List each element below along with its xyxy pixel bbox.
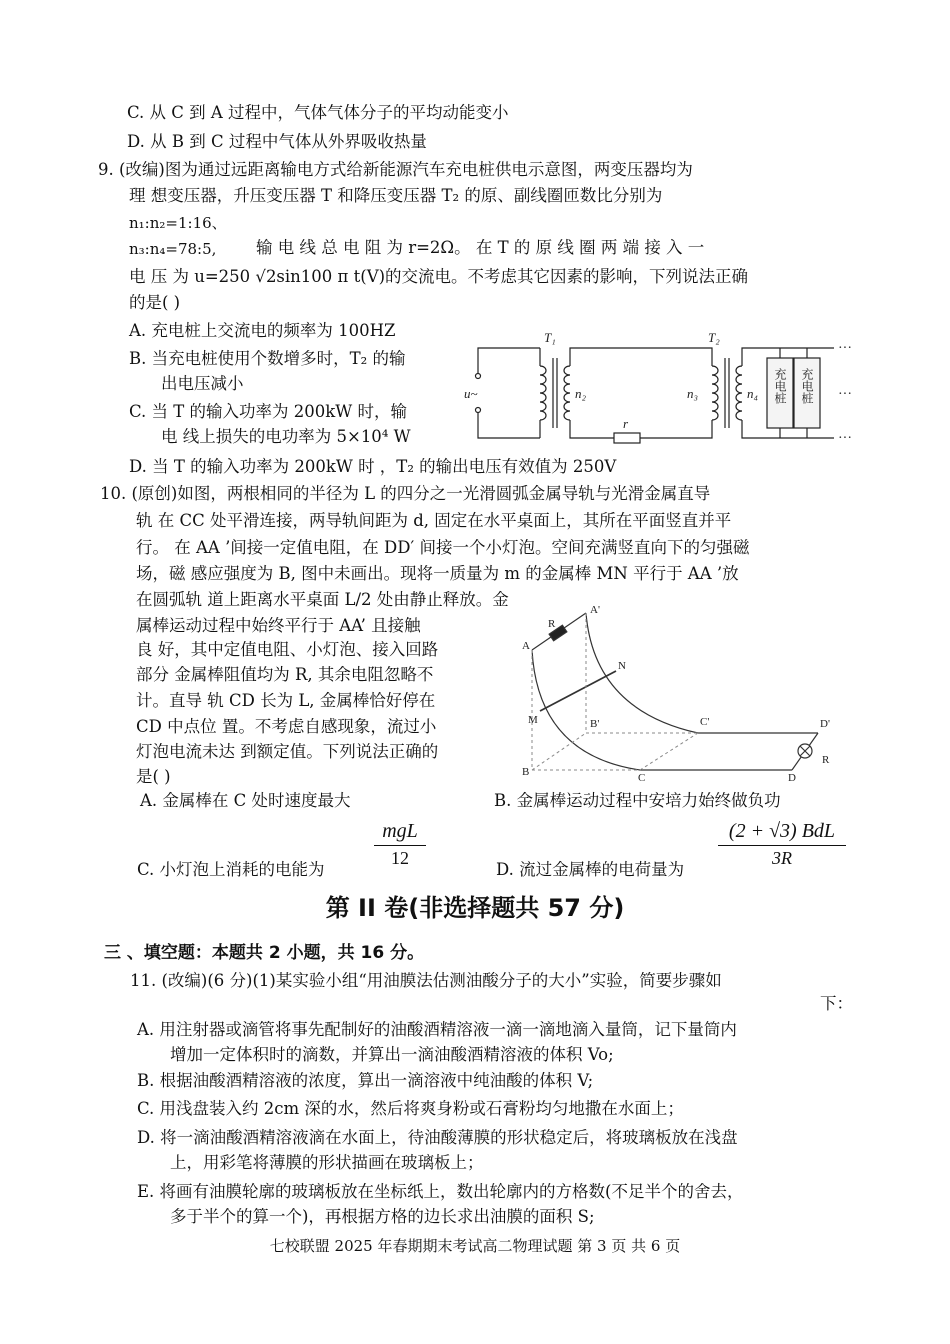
q10-stem-line8: 部分 金属棒阻值均为 R, 其余电阻忽略不 bbox=[136, 665, 434, 684]
label-n2: n₂ bbox=[575, 386, 587, 401]
q8-option-d: D. 从 B 到 C 过程中气体从外界吸收热量 bbox=[127, 132, 427, 151]
pile-1-label: 充电桩 bbox=[773, 368, 787, 404]
q10-option-c-fraction bbox=[374, 820, 426, 869]
q10-stem-line11: 灯泡电流未达 到额定值。下列说法正确的 bbox=[136, 742, 439, 761]
q10-stem-line1: 10. (原创)如图，两根相同的半径为 L 的四分之一光滑圆弧金属导轨与光滑金属直导 bbox=[100, 484, 711, 503]
rail-figure bbox=[520, 605, 850, 785]
q10-option-a: A. 金属棒在 C 处时速度最大 bbox=[140, 791, 351, 810]
q11-stem-line1b: 下： bbox=[820, 994, 853, 1013]
fig-label-b: B bbox=[522, 766, 530, 778]
transmission-circuit-figure bbox=[462, 328, 862, 446]
page-footer: 七校联盟 2025 年春期期末考试高二物理试题 第 3 页 共 6 页 bbox=[269, 1237, 681, 1255]
q9-stem-line4b: 输 电 线 总 电 阻 为 r=2Ω。 在 T 的 原 线 圈 两 端 接 入 一 bbox=[256, 238, 705, 257]
q10-stem-line3: 行。 在 AA ’间接一定值电阻，在 DD′ 间接一个小灯泡。空间充满竖直向下的匀强磁 bbox=[136, 538, 750, 557]
fig-label-resistor: R bbox=[548, 618, 556, 630]
q11-step-b: B. 根据油酸酒精溶液的浓度，算出一滴溶液中纯油酸的体积 V; bbox=[137, 1071, 594, 1090]
dots-mid: ··· bbox=[838, 387, 852, 402]
q10-option-b: B. 金属棒运动过程中安培力始终做负功 bbox=[494, 791, 781, 810]
q11-step-a-line1: A. 用注射器或滴管将事先配制好的油酸酒精溶液一滴一滴地滴入量筒，记下量筒内 bbox=[137, 1020, 737, 1039]
label-n4: n₄ bbox=[747, 386, 759, 401]
q10-option-c: C. 小灯泡上消耗的电能为 bbox=[137, 860, 325, 879]
q11-step-e-line1: E. 将画有油膜轮廓的玻璃板放在坐标纸上，数出轮廓内的方格数(不足半个的舍去， bbox=[137, 1182, 744, 1201]
q11-step-c: C. 用浅盘装入约 2cm 深的水，然后将爽身粉或石膏粉均匀地撒在水面上； bbox=[137, 1099, 684, 1118]
q10-stem-line6: 属棒运动过程中始终平行于 AA’ 且接触 bbox=[136, 616, 421, 635]
q11-step-e-line2: 多于半个的算一个)，再根据方格的边长求出油膜的面积 S; bbox=[170, 1207, 595, 1226]
q10-stem-line4: 场，磁 感应强度为 B, 图中未画出。现将一质量为 m 的金属棒 MN 平行于 AA ’放 bbox=[136, 564, 739, 583]
part2-title: 第 II 卷(非选择题共 57 分) bbox=[325, 894, 625, 922]
q9-option-b-line1: B. 当充电桩使用个数增多时，T₂ 的输 bbox=[129, 349, 406, 368]
fig-label-a: A bbox=[522, 640, 530, 652]
label-t2: T₂ bbox=[708, 330, 720, 345]
dots-bottom: ··· bbox=[838, 431, 852, 446]
q9-stem-line5: 电 压 为 u=250 √2sin100 π t(V)的交流电。不考虑其它因素的影响，下列说法正确 bbox=[129, 267, 749, 286]
q9-stem-line4a: n₃:n₄=78:5, bbox=[129, 240, 217, 258]
fig-label-lamp: R bbox=[822, 754, 830, 766]
q9-stem-line6: 的是( ) bbox=[129, 293, 181, 312]
q10-stem-line10: CD 中点位 置。不考虑自感现象，流过小 bbox=[136, 717, 437, 736]
q11-step-a-line2: 增加一定体积时的滴数，并算出一滴油酸酒精溶液的体积 Vo; bbox=[170, 1045, 614, 1064]
q8-option-c: C. 从 C 到 A 过程中，气体气体分子的平均动能变小 bbox=[127, 103, 509, 122]
fig-label-b-prime: B' bbox=[590, 718, 600, 730]
label-source: u~ bbox=[464, 386, 478, 401]
pile-2-label: 充电桩 bbox=[800, 368, 814, 404]
fig-label-d: D bbox=[788, 772, 796, 784]
section3-title: 三 、填空题：本题共 2 小题，共 16 分。 bbox=[104, 943, 425, 963]
q10-stem-line9: 计。直导 轨 CD 长为 L, 金属棒恰好停在 bbox=[136, 691, 436, 710]
q9-option-c-line2: 电 线上损失的电功率为 5×10⁴ W bbox=[161, 427, 411, 446]
q9-option-c-line1: C. 当 T 的输入功率为 200kW 时，输 bbox=[129, 402, 407, 421]
fig-label-m: M bbox=[528, 714, 538, 726]
label-t1: T₁ bbox=[544, 330, 556, 345]
q9-option-a: A. 充电桩上交流电的频率为 100HZ bbox=[129, 321, 396, 340]
q10-option-d: D. 流过金属棒的电荷量为 bbox=[496, 860, 685, 879]
q9-stem-line3: n₁:n₂=1:16、 bbox=[129, 214, 227, 232]
q10-option-d-numerator: (2 + √3) BdL bbox=[728, 820, 836, 842]
fig-label-d-prime: D' bbox=[820, 718, 830, 730]
fig-label-c: C bbox=[638, 772, 646, 784]
q10-stem-line7: 良 好，其中定值电阻、小灯泡、接入回路 bbox=[136, 640, 439, 659]
q9-option-d: D. 当 T 的输入功率为 200kW 时 ，T₂ 的输出电压有效值为 250V bbox=[129, 457, 617, 476]
q10-option-d-fraction bbox=[718, 820, 846, 869]
q10-stem-line2: 轨 在 CC 处平滑连接，两导轨间距为 d, 固定在水平桌面上，其所在平面竖直并平 bbox=[136, 511, 732, 530]
q10-option-d-denominator: 3R bbox=[772, 848, 792, 868]
q10-stem-line5: 在圆弧轨 道上距离水平桌面 L/2 处由静止释放。金 bbox=[136, 590, 509, 609]
fig-label-c-prime: C' bbox=[700, 716, 710, 728]
q10-stem-line12: 是( ) bbox=[136, 767, 171, 786]
fig-label-a-prime: A' bbox=[590, 605, 600, 616]
label-r: r bbox=[623, 416, 629, 431]
q11-stem-line1: 11. (改编)(6 分)(1)某实验小组“用油膜法估测油酸分子的大小”实验，简要步骤如 bbox=[130, 971, 722, 990]
q10-option-c-numerator: mgL bbox=[382, 820, 418, 842]
q11-step-d-line2: 上，用彩笔将薄膜的形状描画在玻璃板上； bbox=[170, 1153, 484, 1172]
fig-label-n: N bbox=[618, 660, 626, 672]
dots-top: ··· bbox=[838, 341, 852, 356]
q9-stem-line1: 9. (改编)图为通过远距离输电方式给新能源汽车充电桩供电示意图，两变压器均为 bbox=[98, 160, 693, 179]
q11-step-d-line1: D. 将一滴油酸酒精溶液滴在水面上，待油酸薄膜的形状稳定后，将玻璃板放在浅盘 bbox=[137, 1128, 738, 1147]
q10-option-c-denominator: 12 bbox=[391, 848, 409, 868]
q9-stem-line2: 理 想变压器，升压变压器 T 和降压变压器 T₂ 的原、副线圈匝数比分别为 bbox=[129, 186, 663, 205]
label-n3: n₃ bbox=[687, 386, 699, 401]
q9-option-b-line2: 出电压减小 bbox=[161, 374, 244, 393]
